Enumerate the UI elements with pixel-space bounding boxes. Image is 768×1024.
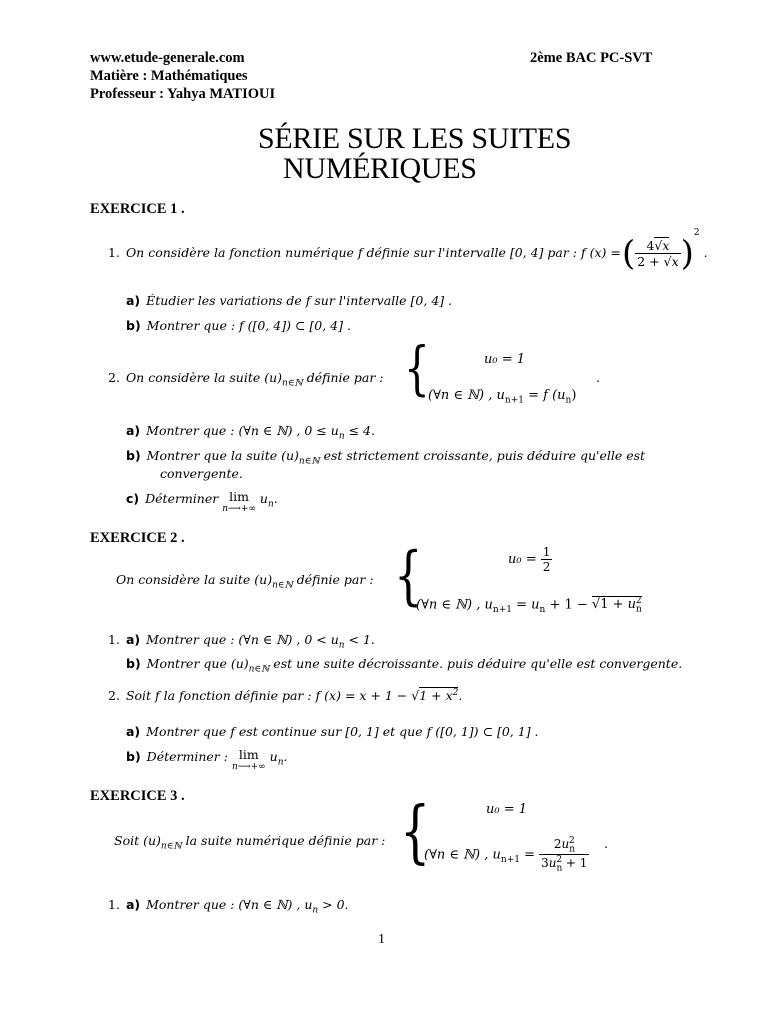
ex3-system-brace: { (400, 793, 431, 872)
ex1-question-1: 1. On considère la fonction numérique f définie sur l'intervalle [0, 4] par : f (x) = (108, 245, 621, 260)
ex3-intro: Soit $(u)_{n\in ℕ}$ la suite numérique définie par : (114, 833, 386, 852)
exercise-1-heading: EXERCICE 1 . (90, 201, 185, 217)
ex2-system-line1: u₀ = $\frac{1}{2}$ (508, 545, 551, 574)
exercise-2-heading: EXERCICE 2 . (90, 530, 185, 546)
ex1-question-2c: c) Déterminer lim n⟶+∞ $u_n$. (126, 489, 278, 514)
ex1-system-dot: . (596, 370, 600, 385)
ex1-system-line1: u₀ = 1 (484, 352, 526, 367)
ex2-question-1b: b) Montrer que $(u)_{n\in ℕ}$ est une suite décroissante. puis déduire qu'elle est convergente. (126, 656, 683, 675)
ex1-question-2b: b) Montrer que la suite $(u)_{n\in ℕ}$ est strictement croissante, puis déduire qu'elle est (126, 448, 646, 467)
ex1-system-brace: { (404, 334, 430, 402)
exercise-3-heading: EXERCICE 3 . (90, 788, 185, 804)
ex1-question-2b-cont: convergente. (160, 466, 243, 481)
ex2-system-brace: { (394, 539, 423, 613)
ex3-system-line2: (∀n ∈ ℕ) , $u_{n+1}$ = $\frac{2u_n^2}{3u_n^2 + 1}$ (424, 836, 588, 874)
ex1-question-1b: b) Montrer que : f ([0, 4]) ⊂ [0, 4] . (126, 318, 351, 333)
ex2-system-line2: (∀n ∈ ℕ) , $u_{n+1} = u_n + 1 - √1 + u_n^2$ (416, 596, 642, 615)
ex3-question-1a: 1. a) Montrer que : (∀n ∈ ℕ) , $u_n > 0$. (108, 897, 349, 916)
header-teacher: Professeur : Yahya MATIOUI (90, 86, 276, 102)
page-title-line1: SÉRIE SUR LES SUITES (258, 122, 572, 155)
header-subject: Matière : Mathématiques (90, 68, 248, 84)
page-number: 1 (378, 932, 385, 947)
ex2-question-2a: a) Montrer que f est continue sur [0, 1] et que f ([0, 1]) ⊂ [0, 1] . (126, 724, 539, 739)
page-title-line2: NUMÉRIQUES (283, 152, 477, 185)
ex2-question-2: 2. Soit f la fonction définie par : f $(x) = x + 1 - √1 + x^2$. (108, 688, 463, 704)
ex3-system-line1: u₀ = 1 (486, 802, 528, 817)
ex3-system-dot: . (604, 836, 608, 851)
ex2-question-1a: 1. a) Montrer que : (∀n ∈ ℕ) , $0 < u_n < 1$. (108, 632, 375, 651)
ex2-intro: On considère la suite $(u)_{n\in ℕ}$ définie par : (116, 572, 374, 591)
ex1-function-formula: ( $\frac{4√x}{2 + √x}$ )$^2$ . (622, 228, 708, 274)
ex1-question-2a: a) Montrer que : (∀n ∈ ℕ) , $0 \le u_n \le 4$. (126, 423, 375, 442)
ex1-system-line2: (∀n ∈ ℕ) , $u_{n+1} = f$ $(u_n)$ (428, 388, 577, 406)
ex1-question-2: 2. On considère la suite $(u)_{n\in ℕ}$ définie par : (108, 370, 384, 389)
header-level: 2ème BAC PC-SVT (530, 50, 653, 66)
header-website: www.etude-generale.com (90, 50, 245, 66)
ex1-question-1a: a) Étudier les variations de f sur l'intervalle [0, 4] . (126, 293, 453, 308)
ex2-question-2b: b) Déterminer : lim n⟶+∞ $u_n$. (126, 747, 288, 772)
